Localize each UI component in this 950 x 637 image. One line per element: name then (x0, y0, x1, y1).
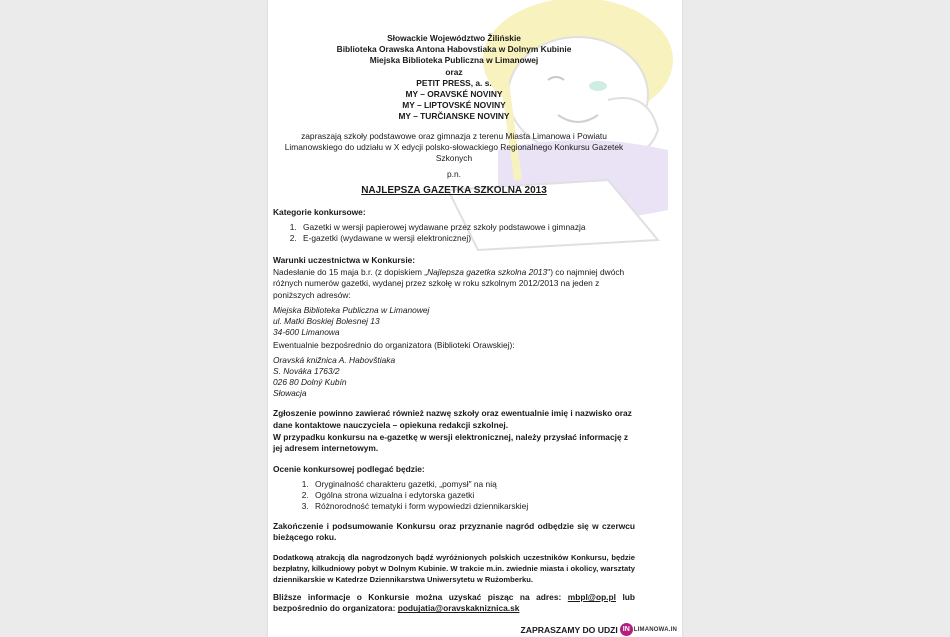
alternative-text: Ewentualnie bezpośrednio do organizatora (Biblioteki Orawskiej): (273, 340, 515, 351)
list-item: 2. E-gazetki (wydawane w wersji elektronicznej) (299, 233, 635, 244)
categories-heading: Kategorie konkursowe: (273, 207, 366, 218)
criteria-list (273, 479, 635, 513)
contact-text: Bliższe informacje o Konkursie można uzyskać pisząc na adres: mbpl@op.pl lub bezpośrednio do organizatora: podujatia@oravskakniznica.sk (273, 592, 636, 614)
bonus-text: Dodatkową atrakcją dla nagrodzonych bądź wyróżnionych polskich uczestników Konkursu, będzie bezpłatny, kilkudniowy pobyt w Dolnym Kubinie. W trakcie m.in. zwiednie miasta i okolicy, warsztaty dziennikarskie w Katedrze Dziennikarstwa Uniwersytetu w Rużomberku. (273, 552, 635, 584)
address-limanowa: Miejska Biblioteka Publiczna w Limanowej ul. Matki Boskiej Bolesnej 13 34-600 Limanowa (273, 304, 430, 338)
conditions-heading: Warunki uczestnictwa w Konkursie: (273, 255, 416, 266)
limanowa-in-logo: IN LIMANOWA.IN (620, 623, 677, 637)
pn-label: p.n. (447, 169, 461, 180)
conditions-text: Nadesłanie do 15 maja b.r. (z dopiskiem „Najlepsza gazetka szkolna 2013") co najmniej dwóch różnych numerów gazetki, wydanej przez szkołę w roku szkolnym 2012/2013 na jeden z poniższych adresów: (273, 267, 625, 300)
list-item: 3. Różnorodność tematyki i form wypowiedzi dziennikarskiej (311, 501, 635, 512)
footer-invite: ZAPRASZAMY DO UDZI IN LIMANOWA.IN (520, 624, 677, 635)
logo-icon: IN (620, 623, 633, 636)
address-orava: Oravská knižnica A. Habovštiaka S. Nováka 1763/2 026 80 Dolný Kubín Słowacja (273, 354, 396, 399)
list-item: 2. Ogólna strona wizualna i edytorska gazetki (311, 490, 635, 501)
ending-text: Zakończenie i podsumowanie Konkursu oraz przyznanie nagród odbędzie się w czerwcu bieżącego roku. (273, 521, 635, 543)
email-link-mbpl[interactable]: mbpl@op.pl (567, 592, 616, 603)
email-link-oravska[interactable]: podujatia@oravskakniznica.sk (397, 603, 520, 614)
egazette-note: W przypadku konkursu na e-gazetkę w wersji elektronicznej, należy przysłać informację z jej adresem internetowym. (273, 431, 629, 454)
categories-list (273, 222, 635, 244)
page-title: NAJLEPSZA GAZETKA SZKOLNA 2013 (361, 185, 547, 197)
document-page (268, 0, 682, 637)
list-item: 1. Oryginalność charakteru gazetki, „pomysł" na nią (311, 479, 635, 490)
application-note: Zgłoszenie powinno zawierać również nazwę szkoły oraz ewentualnie imię i nazwisko oraz dane kontaktowe nauczyciela – opiekuna redakcji szkolnej. (273, 408, 632, 430)
invitation-text: zapraszają szkoły podstawowe oraz gimnazja z terenu Miasta Limanowa i Powiatu Limanowskiego do udziału w X edycji polsko-słowackiego Regionalnego Konkursu Gazetek Szkonych (284, 130, 624, 164)
organizers-header: Słowackie Województwo Žilińskie Biblioteka Orawska Antona Habovstiaka w Dolnym Kubinie Miejska Biblioteka Publiczna w Limanowej oraz PETIT PRESS, a. s. MY – ORAVSKÉ NOVINY MY – LIPTOVSKÉ NOVINY MY – TURČIANSKE NOVINY (336, 33, 572, 122)
list-item: 1. Gazetki w wersji papierowej wydawane przez szkoły podstawowe i gimnazja (299, 222, 635, 233)
criteria-heading: Ocenie konkursowej podlegać będzie: (273, 464, 425, 475)
document-body (268, 0, 677, 637)
